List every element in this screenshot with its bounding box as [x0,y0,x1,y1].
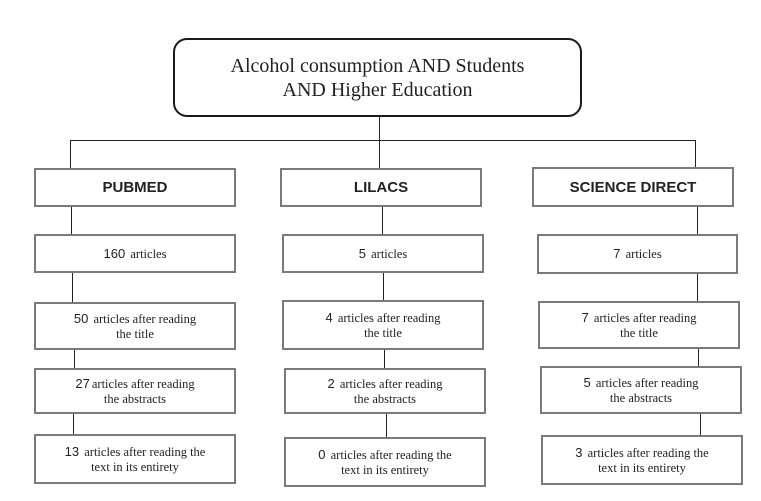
science-direct-step-abstracts [540,366,742,414]
connector-pubmed-3 [74,349,75,368]
step-label: articles [130,246,167,261]
article-count: 7 [581,309,589,325]
article-count: 3 [575,444,583,460]
connector-lilacs-4 [386,413,387,437]
connector-lilacs-3 [384,349,385,368]
connector-lilacs-1 [382,206,383,234]
step-label: articles after reading the [330,447,452,462]
step-line-2: text in its entirety [91,459,179,474]
connector-pubmed-head [70,140,71,168]
step-line-1 [581,310,696,326]
step-line-2: the title [620,325,658,340]
step-line-1 [318,447,451,463]
step-line-1 [359,246,407,262]
science-direct-step-title [538,301,740,349]
science-direct-step-initial [537,234,738,274]
step-line-1 [325,310,440,326]
search-query-box [173,38,582,117]
article-count: 5 [583,374,591,390]
article-count: 50 [73,310,89,326]
step-line-1 [583,375,698,391]
step-line-2: the title [116,326,154,341]
database-header-science-direct [532,167,734,207]
connector-sd-1 [697,206,698,234]
connector-sd-3 [698,348,699,366]
article-count: 13 [64,443,80,459]
connector-lilacs-head [379,140,380,168]
pubmed-step-abstracts [34,368,236,414]
connector-sd-4 [700,413,701,435]
step-label: articles after reading the [587,445,709,460]
science-direct-step-fulltext [541,435,743,485]
article-count: 5 [358,245,366,261]
step-line-2: the abstracts [609,390,673,405]
article-count: 160 [103,245,126,261]
database-name: LILACS [353,179,409,196]
step-line-2: the abstracts [103,391,167,406]
database-name: PUBMED [102,179,168,196]
step-label: articles after reading [339,376,443,391]
step-line-1 [65,444,206,460]
step-line-1 [613,246,661,262]
step-label: articles after reading [593,310,697,325]
connector-sd-head [695,140,696,167]
connector-sd-2 [697,273,698,301]
search-query-line-1: Alcohol consumption AND Students [230,54,525,77]
search-query-line-2: AND Higher Education [282,78,473,101]
article-count: 27 [75,375,90,391]
database-header-pubmed [34,168,236,207]
step-line-2: text in its entirety [341,462,429,477]
connector-root-down [379,115,380,141]
step-label: articles after reading [93,311,197,326]
pubmed-step-initial [34,234,236,273]
connector-lilacs-2 [383,272,384,300]
pubmed-step-title [34,302,236,350]
step-label: articles [371,246,408,261]
step-label: articles after reading [595,375,699,390]
step-label: articles [625,247,662,261]
connector-pubmed-1 [71,206,72,234]
lilacs-step-fulltext [284,437,486,487]
step-line-2: the title [364,325,402,340]
step-line-1 [75,376,194,392]
connector-pubmed-4 [73,413,74,434]
article-count: 4 [325,309,333,325]
article-count: 0 [318,446,326,462]
step-label: articles after reading [337,310,441,325]
connector-horizontal [70,140,696,141]
database-name: SCIENCE DIRECT [569,178,697,196]
step-label: articles after reading [91,376,195,391]
database-header-lilacs [280,168,482,207]
article-count: 2 [327,375,335,391]
step-line-1 [327,376,442,392]
lilacs-step-abstracts [284,368,486,414]
step-line-2: text in its entirety [598,460,686,475]
step-label: articles after reading the [84,444,206,459]
step-line-2: the abstracts [353,391,417,406]
pubmed-step-fulltext [34,434,236,484]
article-count: 7 [613,246,621,261]
step-line-1 [104,246,167,262]
connector-pubmed-2 [72,272,73,302]
step-line-1 [74,311,196,327]
step-line-1 [575,445,708,461]
lilacs-step-title [282,300,484,350]
lilacs-step-initial [282,234,484,273]
